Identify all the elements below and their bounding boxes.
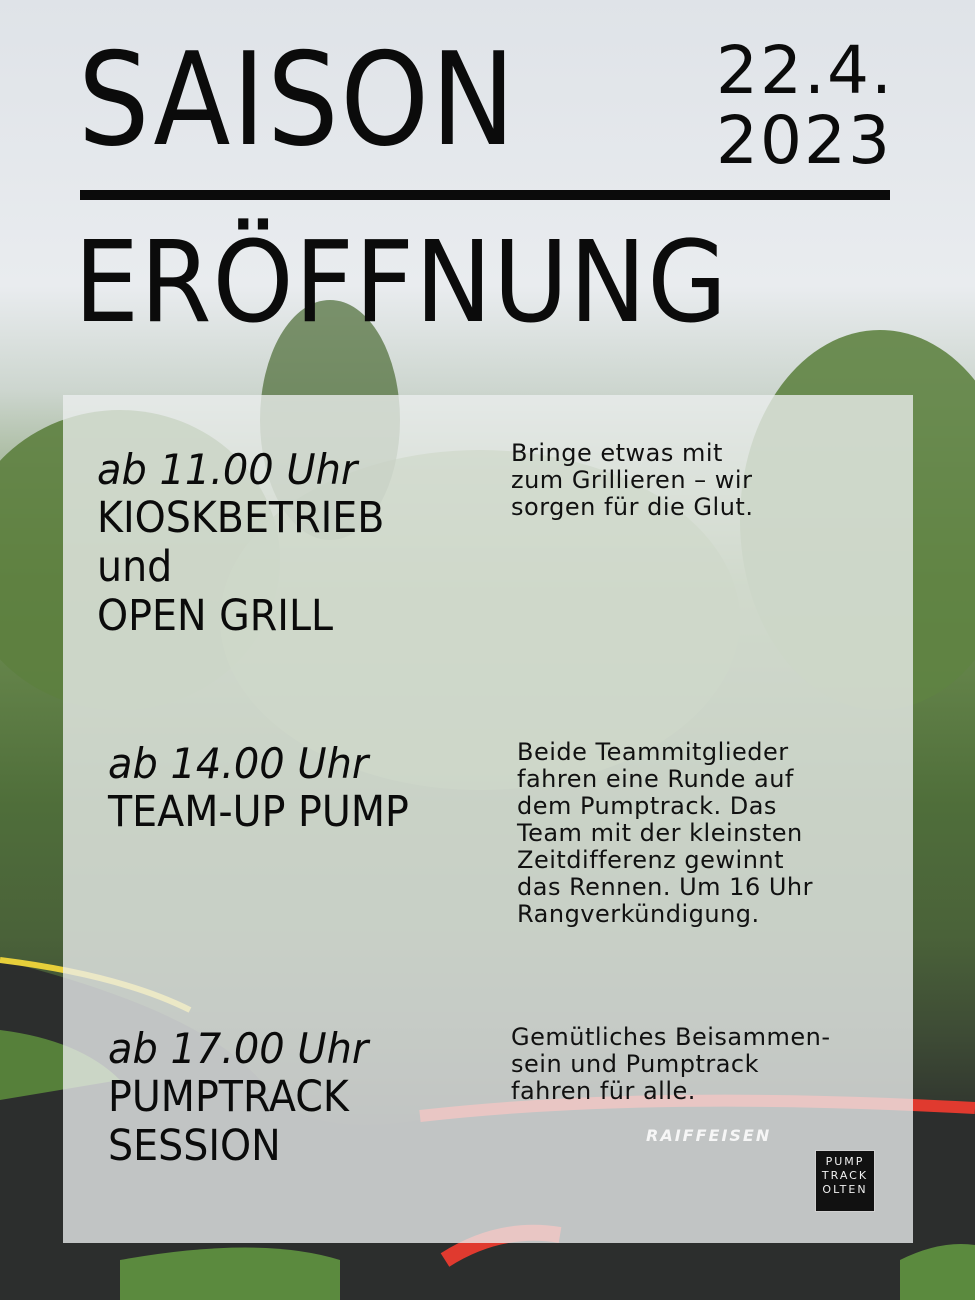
date-year: 2023 <box>716 102 892 179</box>
event-1 <box>97 446 409 641</box>
event-1-name: KIOSKBETRIEB und OPEN GRILL <box>97 493 385 641</box>
logo-line-1: PUMP <box>825 1155 865 1168</box>
event-2-name: TEAM-UP PUMP <box>108 787 409 837</box>
event-1-description: Bringe etwas mit zum Grillieren – wir sorgen für die Glut. <box>511 439 754 521</box>
event-3-time: ab 17.00 Uhr <box>108 1024 369 1073</box>
pumptrack-olten-logo <box>815 1150 875 1212</box>
logo-line-2: TRACK <box>821 1169 869 1182</box>
event-3 <box>108 1025 382 1171</box>
logo-line-3: OLTEN <box>822 1183 868 1196</box>
event-date <box>716 32 894 179</box>
event-3-name: PUMPTRACK SESSION <box>108 1072 349 1171</box>
title-saison: SAISON <box>78 26 517 175</box>
event-2-description: Beide Teammitglieder fahren eine Runde auf dem Pumptrack. Das Team mit der kleinsten Zeitdifferenz gewinnt das Rennen. Um 16 Uhr Rangverkündigung. <box>517 738 813 928</box>
title-divider <box>80 190 890 200</box>
event-2 <box>108 740 435 837</box>
event-2-time: ab 14.00 Uhr <box>108 739 369 788</box>
date-day-month: 22.4. <box>716 32 894 109</box>
title-eroeffnung: ERÖFFNUNG <box>74 218 729 348</box>
event-1-time: ab 11.00 Uhr <box>97 445 358 494</box>
sponsor-banner-text: RAIFFEISEN <box>646 1126 772 1145</box>
event-3-description: Gemütliches Beisammen- sein und Pumptrack fahren für alle. <box>511 1023 831 1105</box>
